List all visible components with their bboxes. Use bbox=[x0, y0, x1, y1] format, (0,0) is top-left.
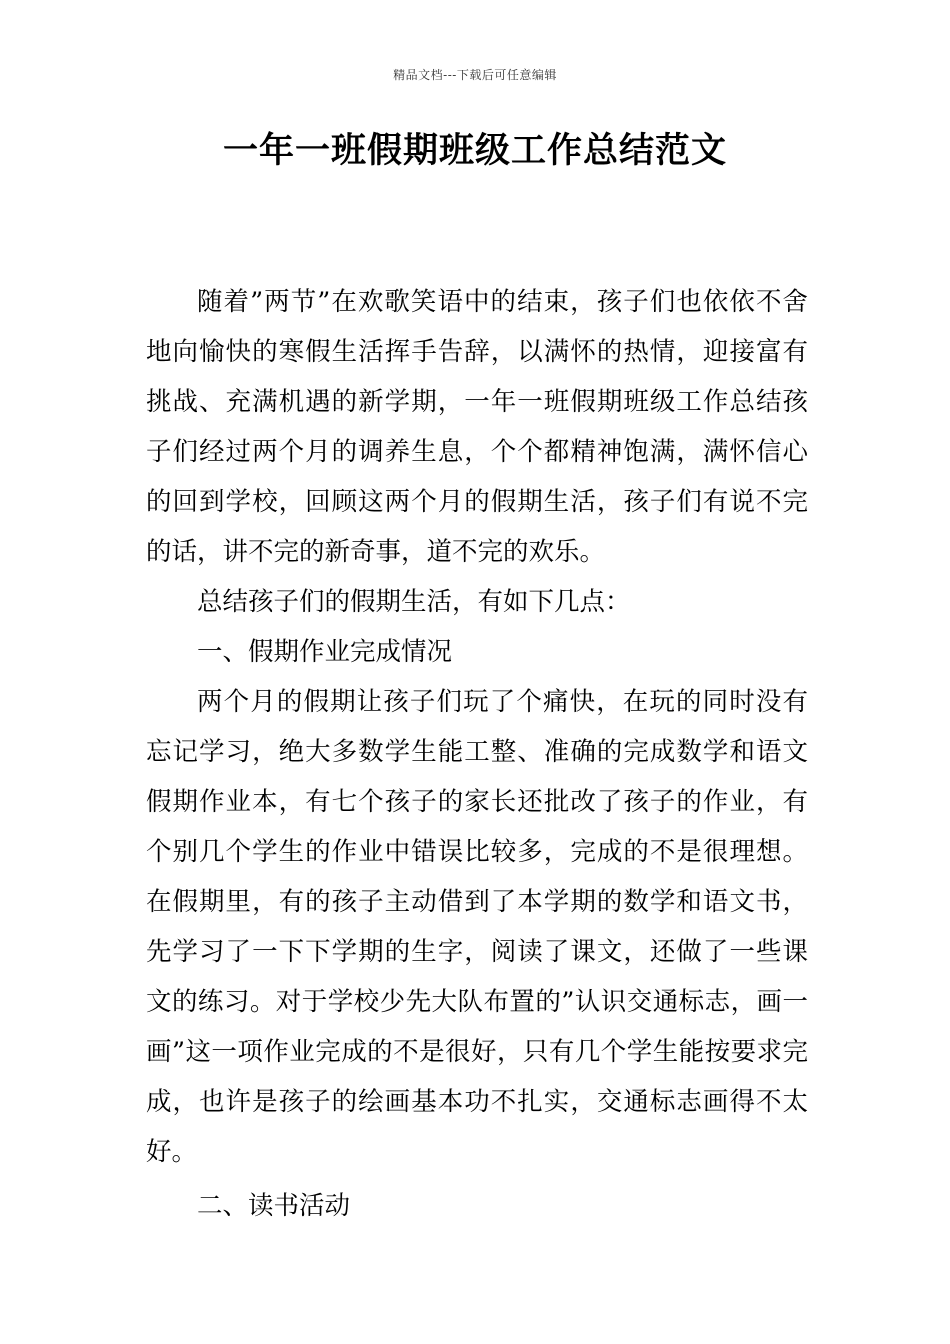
section-heading-reading: 二、读书活动 bbox=[197, 1191, 351, 1221]
document-body bbox=[146, 277, 808, 1231]
section-heading-homework: 一、假期作业完成情况 bbox=[197, 637, 453, 667]
paragraph-homework: 两个月的假期让孩子们玩了个痛快，在玩的同时没有忘记学习，绝大多数学生能工整、准确的完成数学和语文假期作业本，有七个孩子的家长还批改了孩子的作业，有个别几个学生的作业中错误比较多，完成的不是很理想。在假期里，有的孩子主动借到了本学期的数学和语文书，先学习了一下下学期的生字，阅读了课文，还做了一些课文的练习。对于学校少先大队布置的”认识交通标志，画一画”这一项作业完成的不是很好，只有几个学生能按要求完成，也许是孩子的绘画基本功不扎实，交通标志画得不太好。 bbox=[146, 687, 808, 1167]
document-title: 一年一班假期班级工作总结范文 bbox=[222, 131, 727, 171]
header-note: 精品文档---下载后可任意编辑 bbox=[393, 68, 557, 82]
paragraph-summary-lead: 总结孩子们的假期生活，有如下几点： bbox=[197, 587, 631, 617]
paragraph-intro: 随着”两节”在欢歌笑语中的结束，孩子们也依依不舍地向愉快的寒假生活挥手告辞，以满怀的热情，迎接富有挑战、充满机遇的新学期，一年一班假期班级工作总结孩子们经过两个月的调养生息，个个都精神饱满，满怀信心的回到学校，回顾这两个月的假期生活，孩子们有说不完的话，讲不完的新奇事，道不完的欢乐。 bbox=[146, 287, 808, 567]
